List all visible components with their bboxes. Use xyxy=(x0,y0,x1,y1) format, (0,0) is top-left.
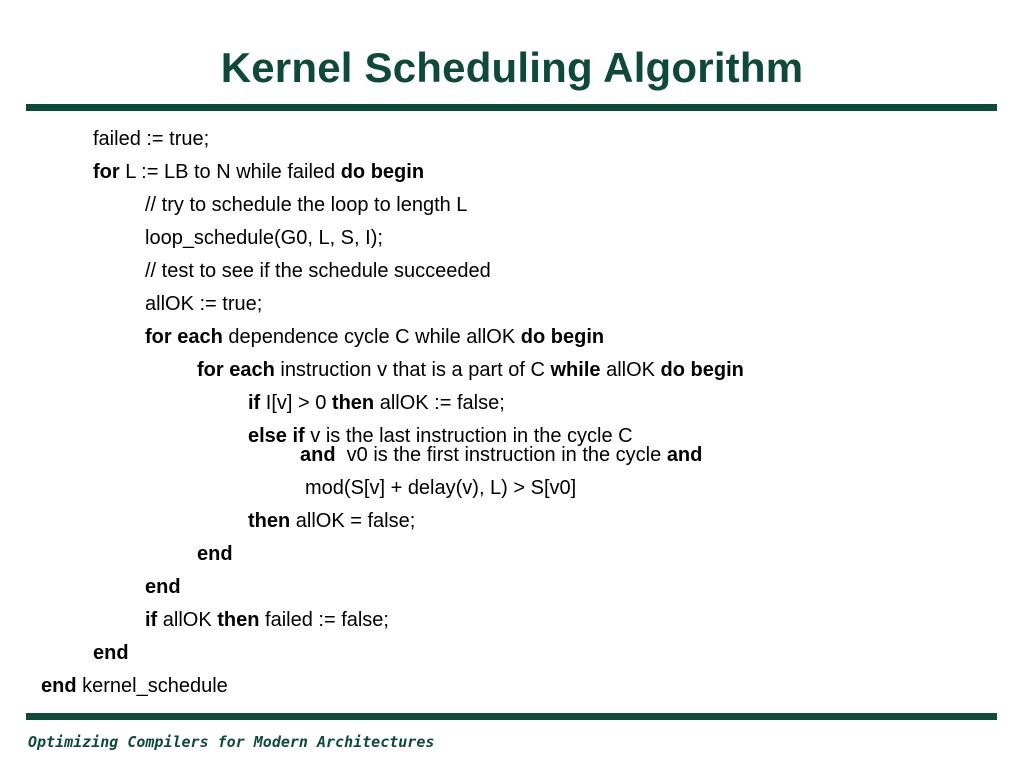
code-line xyxy=(197,358,744,382)
code-keyword: for each xyxy=(197,359,275,381)
code-keyword: end xyxy=(145,576,181,598)
code-line xyxy=(145,608,389,632)
code-text: v0 is the first instruction in the cycle xyxy=(335,444,667,466)
slide-title: Kernel Scheduling Algorithm xyxy=(220,44,804,91)
code-text: instruction v that is a part of C xyxy=(274,359,551,381)
footer-text: Optimizing Compilers for Modern Architectures xyxy=(28,733,435,751)
code-line xyxy=(41,674,228,698)
code-text: // try to schedule the loop to length L xyxy=(145,194,468,216)
code-line xyxy=(248,391,505,415)
code-text: mod(S[v] + delay(v), L) > S[v0] xyxy=(305,477,577,499)
code-keyword: while xyxy=(550,359,601,381)
code-text: L := LB to N while failed xyxy=(119,161,341,183)
code-keyword: end xyxy=(41,675,77,697)
code-text: allOK := true; xyxy=(145,293,263,315)
code-line xyxy=(145,226,383,250)
code-text: allOK xyxy=(157,609,218,631)
code-text: allOK := false; xyxy=(374,392,505,414)
code-line xyxy=(93,127,209,151)
code-keyword: end xyxy=(197,543,233,565)
code-text: failed := true; xyxy=(93,128,210,150)
title-divider xyxy=(26,104,997,111)
code-keyword: then xyxy=(248,510,291,532)
code-keyword: do begin xyxy=(340,161,425,183)
footer-divider xyxy=(26,713,997,720)
code-line xyxy=(145,193,467,217)
code-keyword: and xyxy=(666,444,703,466)
code-text: allOK = false; xyxy=(290,510,416,532)
code-keyword: and xyxy=(300,444,336,466)
code-keyword: for each xyxy=(145,326,223,348)
code-keyword: if xyxy=(248,392,261,414)
code-text: dependence cycle C while allOK xyxy=(222,326,521,348)
code-line xyxy=(305,476,576,500)
code-keyword: end xyxy=(93,642,129,664)
code-line xyxy=(93,160,424,184)
code-keyword: then xyxy=(217,609,260,631)
code-text: failed := false; xyxy=(259,609,389,631)
code-line xyxy=(248,509,415,533)
code-text: allOK xyxy=(600,359,661,381)
code-line xyxy=(197,542,233,566)
code-line xyxy=(300,443,702,467)
code-line xyxy=(93,641,129,665)
code-keyword: for xyxy=(93,161,120,183)
code-keyword: do begin xyxy=(660,359,744,381)
code-text: I[v] > 0 xyxy=(260,392,332,414)
code-text: kernel_schedule xyxy=(76,675,228,697)
code-line xyxy=(145,259,491,283)
code-text: loop_schedule(G0, L, S, I); xyxy=(145,227,383,249)
code-line xyxy=(145,292,262,316)
code-keyword: do begin xyxy=(520,326,605,348)
code-keyword: if xyxy=(145,609,158,631)
code-line xyxy=(145,575,181,599)
code-keyword: else if xyxy=(248,425,305,447)
code-keyword: then xyxy=(331,392,375,414)
code-text: v is the last instruction in the cycle C xyxy=(304,425,633,447)
code-line xyxy=(145,325,604,349)
code-text: // test to see if the schedule succeeded xyxy=(145,260,491,282)
